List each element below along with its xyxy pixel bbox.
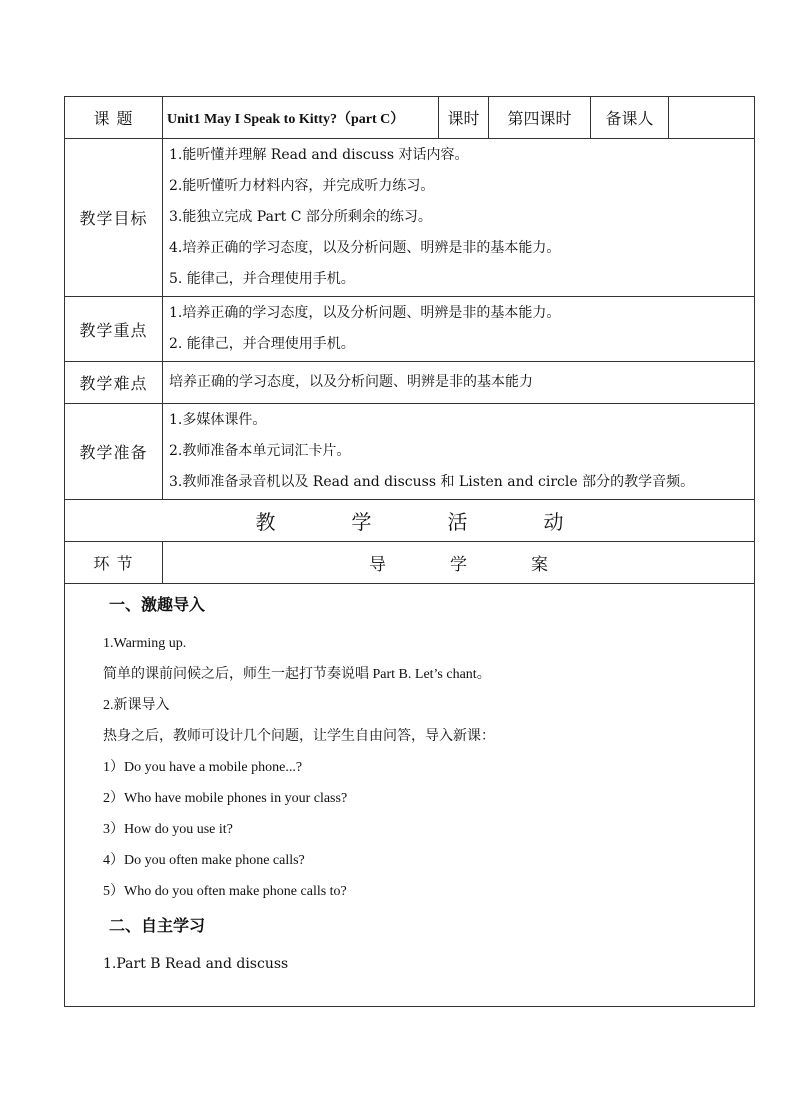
- difficulties-text: [163, 362, 755, 404]
- objective-item: 3.能独立完成 Part C 部分所剩余的练习。: [169, 209, 432, 225]
- difficulties-row: [65, 362, 755, 404]
- question-item: 4）Do you often make phone calls?: [103, 853, 305, 868]
- preparer-value: [669, 97, 755, 139]
- warmup-text: 简单的课前问候之后，师生一起打节奏说唱 Part B. Let’s chant。: [103, 667, 491, 682]
- lesson-plan-table: [64, 96, 755, 1007]
- period-label: 课时: [439, 97, 489, 139]
- key-points-list: [163, 297, 755, 362]
- objective-item: 2.能听懂听力材料内容，并完成听力练习。: [169, 178, 435, 194]
- topic-label: 课 题: [65, 97, 163, 139]
- preparation-item: 2.教师准备本单元词汇卡片。: [169, 443, 351, 459]
- section-row: [65, 542, 755, 584]
- preparation-item: 3.教师准备录音机以及 Read and discuss 和 Listen and circle 部分的教学音频。: [169, 474, 695, 490]
- objective-item: 5. 能律己，并合理使用手机。: [169, 271, 355, 287]
- difficulty-item: 培养正确的学习态度，以及分析问题、明辨是非的基本能力: [169, 374, 533, 390]
- part2-heading: 二、自主学习: [109, 916, 206, 935]
- question-item: 2）Who have mobile phones in your class?: [103, 791, 348, 806]
- lesson-plan: [64, 96, 754, 1007]
- key-points-row: [65, 297, 755, 362]
- plan-row: [65, 584, 755, 1007]
- part2-item: 1.Part B Read and discuss: [103, 956, 289, 972]
- section-label: 环 节: [65, 542, 163, 584]
- question-item: 5）Who do you often make phone calls to?: [103, 884, 347, 899]
- part1-heading: 一、激趣导入: [109, 595, 206, 614]
- period-value: 第四课时: [489, 97, 591, 139]
- objectives-row: [65, 139, 755, 297]
- objectives-list: [163, 139, 755, 297]
- preparation-item: 1.多媒体课件。: [169, 412, 267, 428]
- preparer-label: 备课人: [591, 97, 669, 139]
- preparation-row: [65, 404, 755, 500]
- guide-heading: 导 学 案: [163, 542, 755, 584]
- key-points-label: 教学重点: [65, 297, 163, 362]
- topic-value: Unit1 May I Speak to Kitty?（part C）: [163, 97, 439, 139]
- header-row: [65, 97, 755, 139]
- warmup-title: 1.Warming up.: [103, 636, 187, 651]
- preparation-list: [163, 404, 755, 500]
- objective-item: 4.培养正确的学习态度，以及分析问题、明辨是非的基本能力。: [169, 240, 561, 256]
- new-lesson-text: 热身之后，教师可设计几个问题，让学生自由问答，导入新课：: [103, 729, 495, 744]
- activities-row: [65, 500, 755, 542]
- difficulties-label: 教学难点: [65, 362, 163, 404]
- objective-item: 1.能听懂并理解 Read and discuss 对话内容。: [169, 147, 469, 163]
- key-point-item: 2. 能律己，并合理使用手机。: [169, 336, 355, 352]
- new-lesson-title: 2.新课导入: [103, 698, 170, 713]
- preparation-label: 教学准备: [65, 404, 163, 500]
- plan-body: [65, 584, 755, 1007]
- key-point-item: 1.培养正确的学习态度，以及分析问题、明辨是非的基本能力。: [169, 305, 561, 321]
- question-item: 1）Do you have a mobile phone...?: [103, 760, 303, 775]
- activities-heading: 教 学 活 动: [65, 500, 755, 542]
- question-item: 3）How do you use it?: [103, 822, 233, 837]
- objectives-label: 教学目标: [65, 139, 163, 297]
